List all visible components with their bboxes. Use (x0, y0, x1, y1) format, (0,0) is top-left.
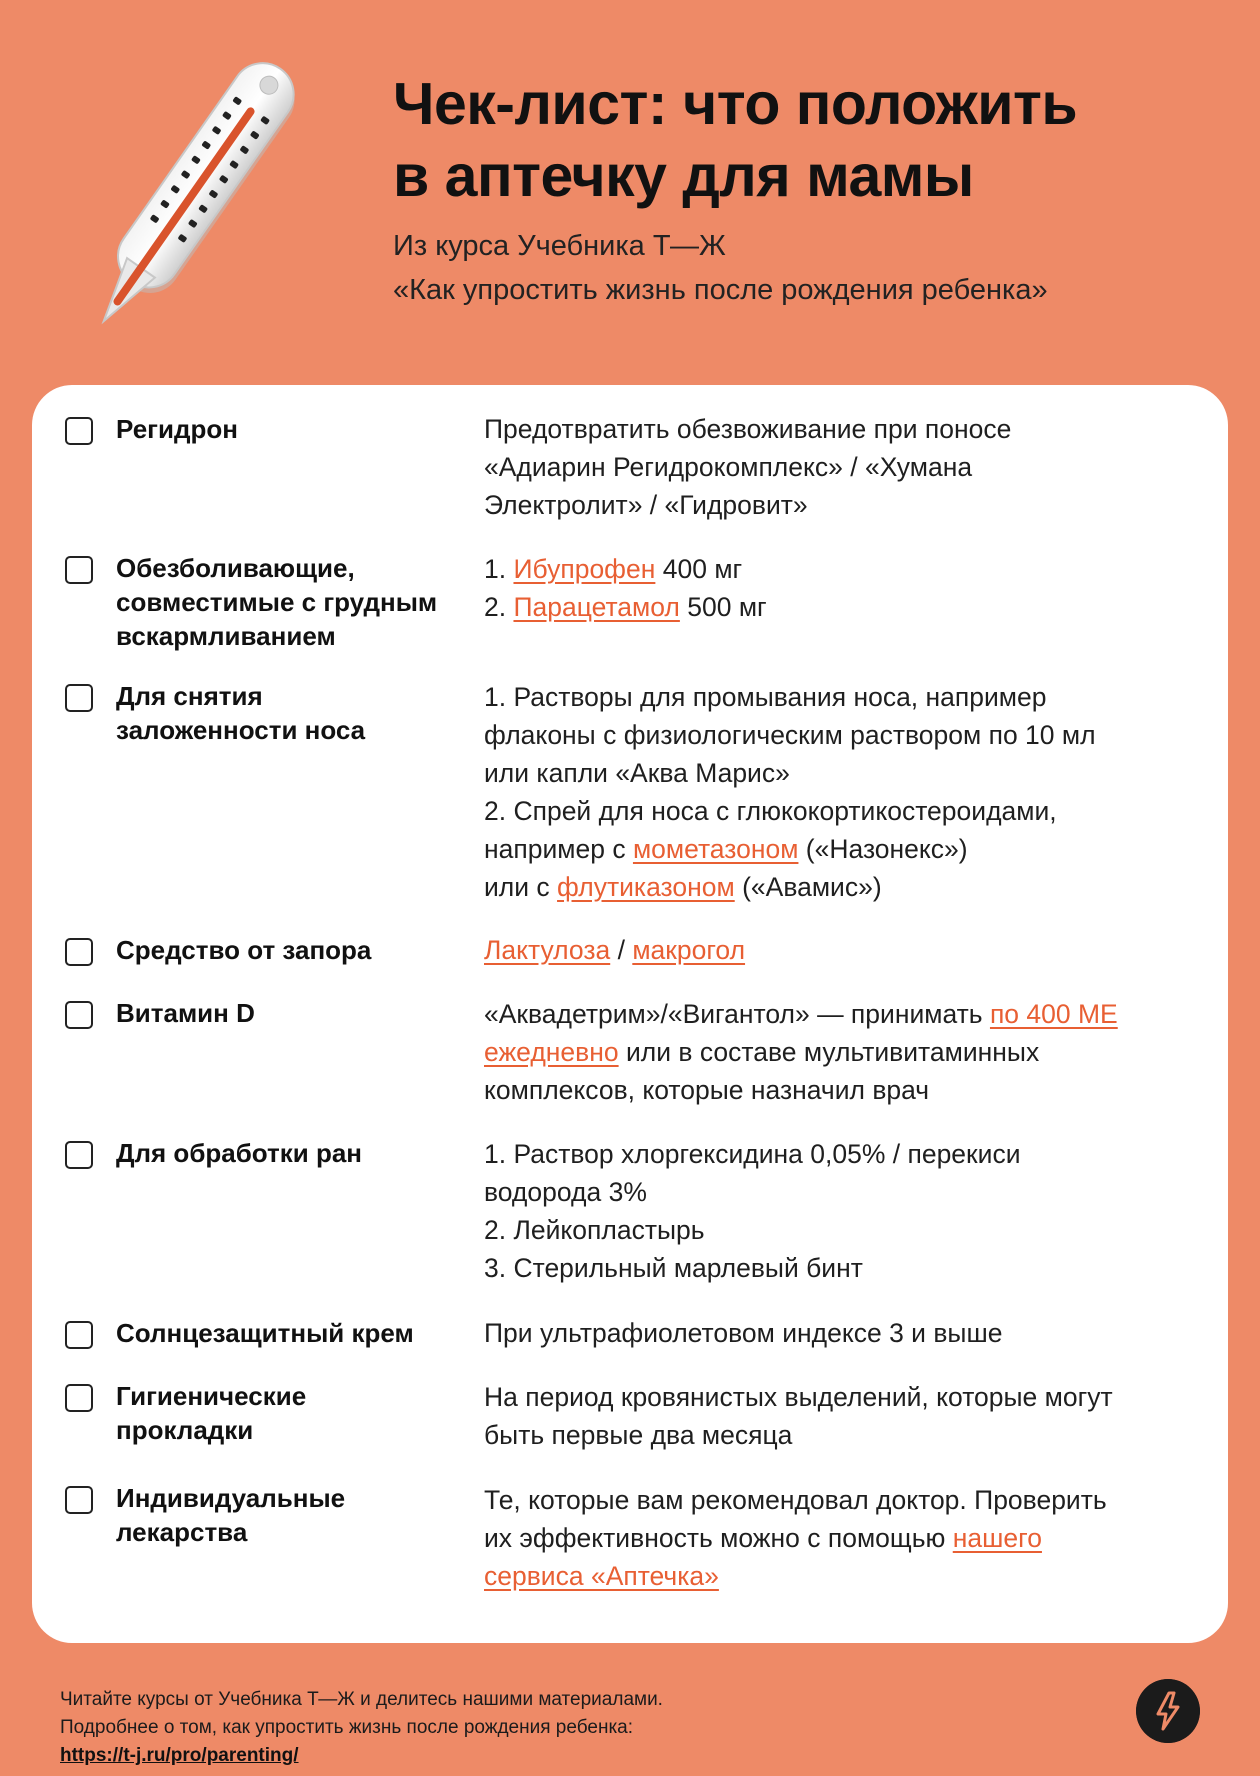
item-name: Солнцезащитный крем (116, 1318, 414, 1348)
footer-line-2: Подробнее о том, как упростить жизнь после рождения ребенка: https://t-j.ru/pro/parenting/ (60, 1717, 634, 1766)
footer-line-1: Читайте курсы от Учебника Т—Ж и делитесь нашими материалами. (60, 1689, 663, 1710)
item-name: Обезболивающие, совместимые с грудным вскармливанием (116, 553, 438, 651)
item-description: При ультрафиолетовом индексе 3 и выше (484, 1318, 1003, 1348)
item-description: «Аквадетрим»/«Вигантол» — принимать по 400 МЕ ежедневно или в составе мультивитаминных комплексов, которые назначил врач (484, 999, 1118, 1105)
item-name: Для обработки ран (116, 1138, 363, 1168)
item-description: Те, которые вам рекомендовал доктор. Проверить их эффективность можно с помощью нашего сервиса «Аптечка» (484, 1485, 1107, 1591)
title-line-2: в аптечку для мамы (393, 143, 974, 209)
subtitle-line-1: Из курса Учебника Т—Ж (393, 230, 726, 262)
item-description: 1. Раствор хлоргексидина 0,05% / перекиси водорода 3% 2. Лейкопластырь 3. Стерильный марлевый бинт (484, 1139, 1021, 1283)
lightning-logo-icon[interactable] (1136, 1679, 1200, 1743)
link-fluticasone[interactable]: флутиказоном (557, 872, 735, 902)
footer (60, 1686, 663, 1770)
link-lactulose[interactable]: Лактулоза (484, 935, 611, 965)
link-vitamin-d-dose[interactable]: по 400 МЕ (989, 999, 1118, 1029)
item-description: 1. Ибупрофен 400 мг 2. Парацетамол 500 мг (484, 554, 767, 622)
footer-link[interactable]: https://t-j.ru/pro/parenting/ (60, 1745, 299, 1766)
link-vitamin-d-daily[interactable]: ежедневно (484, 1037, 619, 1067)
item-name: Индивидуальные лекарства (116, 1483, 346, 1547)
header (393, 68, 1213, 312)
link-paracetamol[interactable]: Парацетамол (513, 592, 680, 622)
checkbox[interactable] (65, 417, 93, 445)
item-description: 1. Растворы для промывания носа, например флаконы с физиологическим раствором по 10 мл или капли «Аква Марис» 2. Спрей для носа с глюкокортикостероидами, например с мометазоном («Назонекс») или с флутиказоном («Авамис») (484, 682, 1096, 902)
item-name: Регидрон (116, 414, 238, 444)
link-macrogol[interactable]: макрогол (632, 935, 746, 965)
link-ibuprofen[interactable]: Ибупрофен (513, 554, 656, 584)
checkbox[interactable] (65, 1001, 93, 1029)
checklist-card (32, 385, 1228, 1643)
subtitle-line-2: «Как упростить жизнь после рождения ребенка» (393, 274, 1048, 306)
item-name: Гигиенические прокладки (116, 1381, 307, 1445)
item-name: Средство от запора (116, 935, 372, 965)
item-description: На период кровянистых выделений, которые могут быть первые два месяца (484, 1382, 1113, 1450)
title-line-1: Чек-лист: что положить (393, 71, 1078, 137)
item-name: Для снятия заложенности носа (116, 681, 366, 745)
checkbox[interactable] (65, 1486, 93, 1514)
item-description: Лактулоза / макрогол (484, 935, 746, 965)
checkbox[interactable] (65, 1141, 93, 1169)
page-title (393, 68, 1213, 212)
checkbox[interactable] (65, 1384, 93, 1412)
thermometer-icon (66, 48, 316, 338)
page-subtitle (393, 224, 1213, 312)
item-description: Предотвратить обезвоживание при поносе «Адиарин Регидрокомплекс» / «Хумана Электролит» / «Гидровит» (484, 414, 1012, 520)
checkbox[interactable] (65, 1321, 93, 1349)
checkbox[interactable] (65, 684, 93, 712)
link-apteka-service[interactable]: нашего (952, 1523, 1042, 1553)
link-apteka-service-cont[interactable]: сервиса «Аптечка» (484, 1561, 719, 1591)
checkbox[interactable] (65, 556, 93, 584)
checkbox[interactable] (65, 938, 93, 966)
item-name: Витамин D (116, 998, 255, 1028)
link-mometasone[interactable]: мометазоном (632, 834, 799, 864)
